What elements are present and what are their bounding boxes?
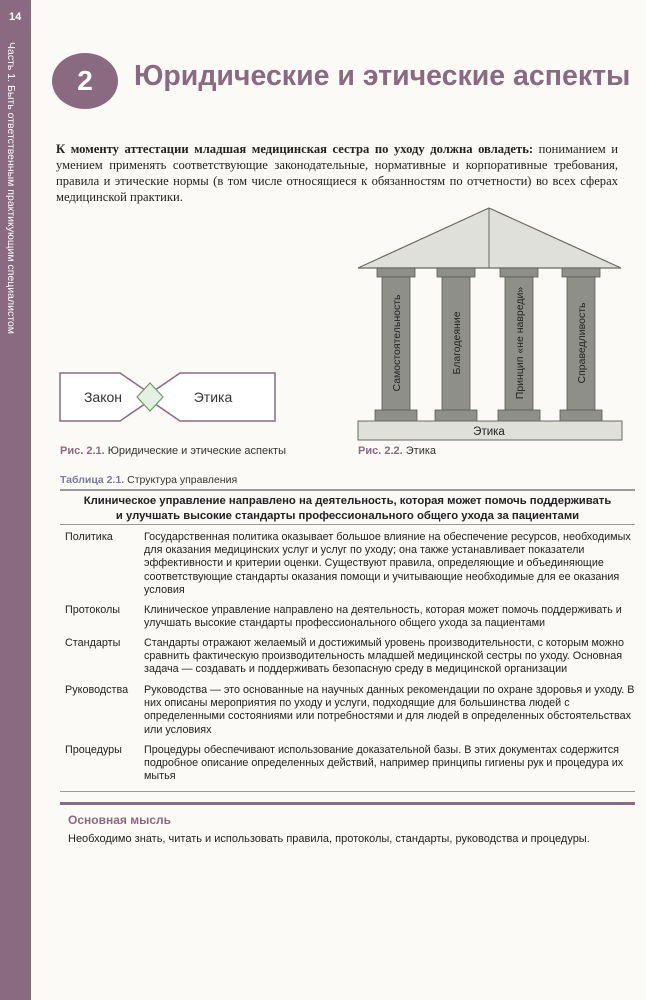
intro-text: пониманием и умением применять соответствующие законодательные, нормативные и корпоративные требования, правила и этические нормы (в том числе относящиеся к обязанностям по отчетности) во всех сферах медицинской практики.	[56, 142, 618, 204]
key-point-title: Основная мысль	[68, 813, 172, 827]
row-label: Процедуры	[65, 744, 122, 756]
intro-lead: К моменту аттестации младшая медицинская сестра по уходу должна овладеть:	[56, 142, 534, 156]
pillar-base	[560, 410, 602, 421]
table-header-line: Клиническое управление направлено на деятельность, которая может помочь поддерживать	[83, 495, 612, 507]
chapter-title: Юридические и этические аспекты	[134, 60, 631, 92]
key-point-text: Необходимо знать, читать и использовать правила, протоколы, стандарты, руководства и процедуры.	[68, 833, 590, 845]
row-text: Руководства — это основанные на научных данных рекомендации по охране здоровья и уходу. В них описаны мероприятия по уходу и услуги, подходящие для большинства людей с определенными состояниями или потребностями и для людей в определенных обстоятельствах или условиях	[144, 684, 635, 736]
figure2-caption-number: Рис. 2.2.	[358, 445, 403, 457]
foundation-label: Этика	[473, 426, 505, 438]
table-caption-text: Структура управления	[127, 474, 238, 486]
row-text: Стандарты отражают желаемый и достижимый уровень производительности, с которым можно сравнить фактическую производительность младшей медицинской сестры по уходу. Основная задача — создавать и поддерживать безопасную среду в медицинской организации	[144, 637, 624, 676]
pillar-label-beneficence: Благодеяние	[451, 311, 463, 375]
pillar-base	[498, 410, 540, 421]
table-bottom-rule	[60, 791, 635, 792]
ethics-temple-diagram	[355, 205, 627, 445]
table-header	[60, 494, 635, 524]
row-text: Процедуры обеспечивают использование доказательной базы. В этих документах содержится подробное описание определенных действий, например принципы гигиены рук и процедура их мытья	[144, 744, 624, 783]
figure1-caption-number: Рис. 2.1.	[60, 445, 105, 457]
row-text: Государственная политика оказывает большое влияние на обеспечение ресурсов, необходимых для оказания медицинских услуг и услуг по уходу; она также устанавливает показатели эффективности и критерии оценки. Существуют правила, определяющие и объединяющие соответствующие стандарты оказания помощи и учитывающие необходимые для ее оказания условия	[144, 531, 631, 596]
table-header-line: и улучшать высокие стандарты профессионального общего ухода за пациентами	[115, 510, 580, 522]
row-label: Руководства	[65, 684, 129, 696]
row-label: Протоколы	[65, 604, 121, 616]
law-label: Закон	[83, 389, 123, 405]
table-top-rule	[60, 489, 635, 491]
chapter-number-badge: 2	[52, 53, 118, 109]
pillar-label-justice: Справедливость	[576, 302, 588, 384]
pillar-label-non-maleficence: Принцип «не навреди»	[514, 286, 526, 400]
table-caption	[60, 474, 237, 486]
law-ethics-diagram	[55, 355, 280, 440]
row-text: Клиническое управление направлено на деятельность, которая может помочь поддерживать и улучшать высокие стандарты профессионального общего ухода за пациентами	[144, 604, 622, 630]
pillar-capital	[437, 268, 475, 277]
figure2-caption-text: Этика	[405, 445, 437, 457]
pillar-label-autonomy: Самостоятельность	[391, 294, 403, 392]
page-number: 14	[9, 11, 22, 23]
intro-paragraph	[56, 141, 618, 205]
pillar-capital	[500, 268, 538, 277]
figure1-caption-text: Юридические и этические аспекты	[107, 445, 286, 457]
row-label: Стандарты	[65, 637, 121, 649]
table-caption-number: Таблица 2.1.	[60, 474, 125, 486]
figure2-caption	[358, 445, 436, 457]
table-header-rule	[60, 524, 635, 525]
pillar-base	[435, 410, 477, 421]
part-title: Часть 1. Быть ответственным практикующим специалистом	[5, 42, 17, 335]
pillar-capital	[562, 268, 600, 277]
side-band	[0, 0, 31, 1000]
row-label: Политика	[65, 531, 113, 543]
pillar-base	[375, 410, 417, 421]
figure1-caption	[60, 445, 286, 457]
ethics-label: Этика	[193, 389, 233, 405]
pillar-capital	[377, 268, 415, 277]
key-point-rule	[60, 802, 635, 805]
